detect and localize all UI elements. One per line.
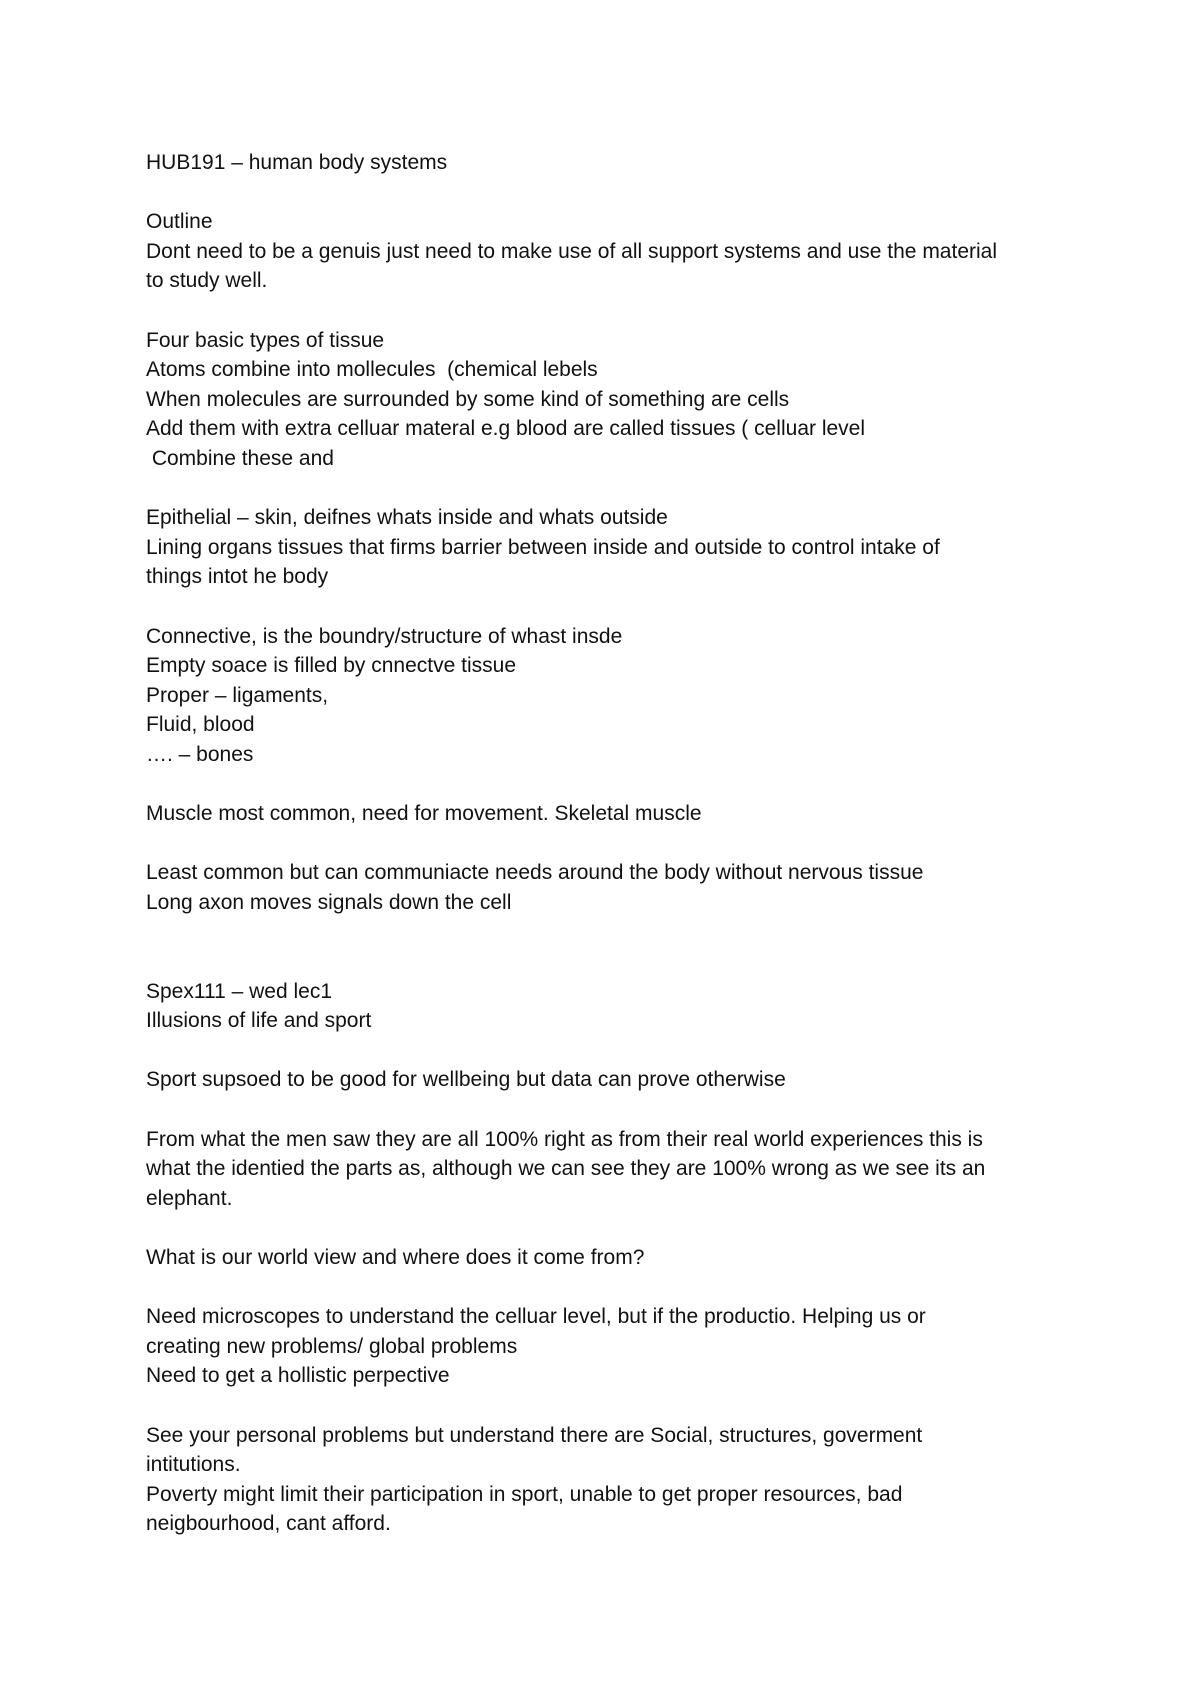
paragraph-gap — [146, 592, 1076, 622]
text-line: When molecules are surrounded by some kind of something are cells — [146, 387, 790, 411]
text-line: Proper – ligaments, — [146, 683, 329, 707]
paragraph-gap — [146, 1391, 1076, 1421]
text-line: See your personal problems but understand there are Social, structures, goverment — [146, 1423, 923, 1447]
text-line: What is our world view and where does it come from? — [146, 1245, 645, 1269]
text-line: Lining organs tissues that firms barrier between inside and outside to control intake of — [146, 535, 940, 559]
text-line: intitutions. — [146, 1453, 241, 1477]
tissue-heading: Four basic types of tissue — [146, 328, 385, 352]
text-line: Add them with extra celluar materal e.g blood are called tissues ( celluar level — [146, 417, 866, 441]
paragraph-gap — [146, 769, 1076, 799]
text-line: elephant. — [146, 1186, 233, 1210]
epithelial-line: Epithelial – skin, deifnes whats inside and whats outside — [146, 506, 668, 530]
paragraph-gap — [146, 1213, 1076, 1243]
text-line: Combine these and — [146, 446, 334, 470]
text-line: Dont need to be a genuis just need to make use of all support systems and use the material — [146, 239, 998, 263]
outline-heading: Outline — [146, 210, 213, 234]
nervous-line: Least common but can communiacte needs around the body without nervous tissue — [146, 861, 924, 885]
text-line: to study well. — [146, 269, 268, 293]
paragraph-gap — [146, 178, 1076, 208]
connective-line: Connective, is the boundry/structure of whast insde — [146, 624, 623, 648]
paragraph-gap — [146, 1095, 1076, 1125]
text-line: Need microscopes to understand the celluar level, but if the productio. Helping us or — [146, 1305, 926, 1329]
paragraph-gap — [146, 1036, 1076, 1066]
text-line: …. – bones — [146, 742, 254, 766]
text-line: Fluid, blood — [146, 713, 255, 737]
section-title-hub191: HUB191 – human body systems — [146, 151, 448, 174]
text-line: what the identied the parts as, although we can see they are 100% wrong as we see its an — [146, 1157, 986, 1181]
section-gap — [146, 917, 1076, 976]
paragraph-gap — [146, 296, 1076, 326]
text-line: Atoms combine into mollecules (chemical lebels — [146, 358, 598, 382]
text-line: Poverty might limit their participation in sport, unable to get proper resources, bad — [146, 1482, 903, 1506]
paragraph-gap — [146, 829, 1076, 859]
text-line: From what the men saw they are all 100% right as from their real world experiences this is — [146, 1127, 983, 1151]
text-line: Need to get a hollistic perpective — [146, 1364, 450, 1388]
paragraph-gap — [146, 474, 1076, 504]
text-line: creating new problems/ global problems — [146, 1334, 518, 1358]
paragraph-gap — [146, 1273, 1076, 1303]
muscle-line: Muscle most common, need for movement. Skeletal muscle — [146, 802, 702, 826]
text-line: things intot he body — [146, 565, 329, 589]
document-body — [146, 148, 1076, 1539]
text-line: Illusions of life and sport — [146, 1009, 372, 1033]
text-line: Long axon moves signals down the cell — [146, 890, 512, 914]
text-line: Sport supsoed to be good for wellbeing but data can prove otherwise — [146, 1068, 786, 1092]
section-title-spex111: Spex111 – wed lec1 — [146, 979, 333, 1003]
text-line: neigbourhood, cant afford. — [146, 1512, 391, 1536]
text-line: Empty soace is filled by cnnectve tissue — [146, 654, 517, 678]
